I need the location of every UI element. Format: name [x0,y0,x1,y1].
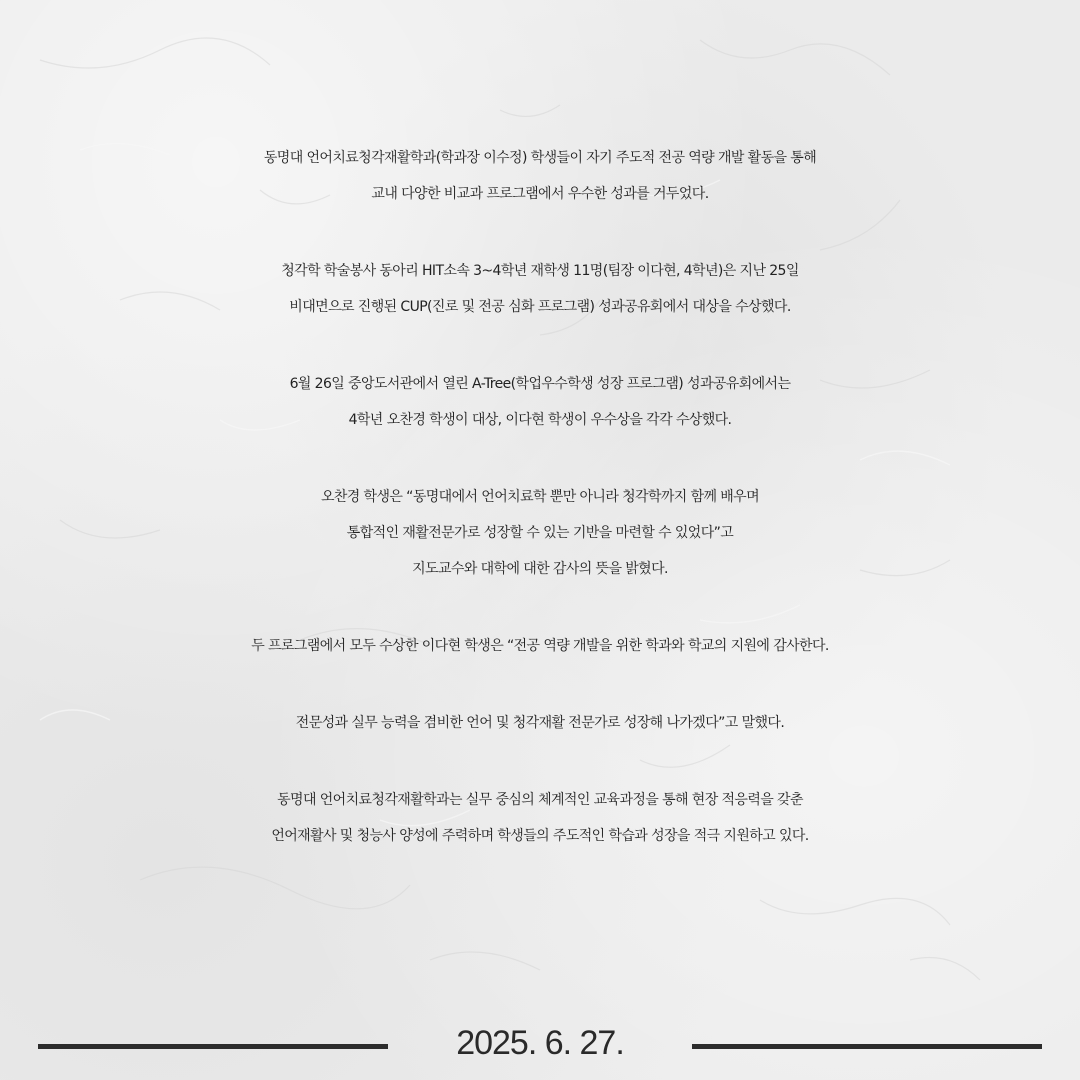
text-line: 언어재활사 및 청능사 양성에 주력하며 학생들의 주도적인 학습과 성장을 적극 지원하고 있다. [271,828,809,844]
text-line: 오찬경 학생은 “동명대에서 언어치료학 뿐만 아니라 청각학까지 함께 배우며 [320,489,760,505]
publish-date: 2025. 6. 27. [456,1024,624,1062]
article-body [20,140,1060,895]
divider-left [38,1044,388,1049]
text-line: 비대면으로 진행된 CUP(진로 및 전공 심화 프로그램) 성과공유회에서 대상을 수상했다. [289,299,791,315]
footer [0,1020,1080,1070]
text-line: 통합적인 재활전문가로 성장할 수 있는 기반을 마련할 수 있었다”고 [346,525,734,541]
text-line: 두 프로그램에서 모두 수상한 이다현 학생은 “전공 역량 개발을 위한 학과와 학교의 지원에 감사한다. [251,638,829,654]
paragraph-department [20,782,1060,854]
text-line: 교내 다양한 비교과 프로그램에서 우수한 성과를 거두었다. [371,186,709,202]
text-line: 지도교수와 대학에 대한 감사의 뜻을 밝혔다. [412,561,668,577]
text-line: 4학년 오찬경 학생이 대상, 이다현 학생이 우수상을 각각 수상했다. [348,412,732,428]
paragraph-quote-lee-2 [20,705,1060,741]
paragraph-cup-award [20,253,1060,325]
paragraph-quote-oh [20,479,1060,587]
text-line: 전문성과 실무 능력을 겸비한 언어 및 청각재활 전문가로 성장해 나가겠다”고 말했다. [295,715,785,731]
paragraph-intro [20,140,1060,212]
divider-right [692,1044,1042,1049]
text-line: 6월 26일 중앙도서관에서 열린 A-Tree(학업우수학생 성장 프로그램) 성과공유회에서는 [289,376,791,392]
text-line: 동명대 언어치료청각재활학과는 실무 중심의 체계적인 교육과정을 통해 현장 적응력을 갖춘 [277,792,803,808]
text-line: 청각학 학술봉사 동아리 HIT소속 3~4학년 재학생 11명(팀장 이다현, 4학년)은 지난 25일 [281,263,799,279]
paragraph-quote-lee-1 [20,628,1060,664]
paragraph-a-tree-award [20,366,1060,438]
text-line: 동명대 언어치료청각재활학과(학과장 이수정) 학생들이 자기 주도적 전공 역량 개발 활동을 통해 [263,150,817,166]
